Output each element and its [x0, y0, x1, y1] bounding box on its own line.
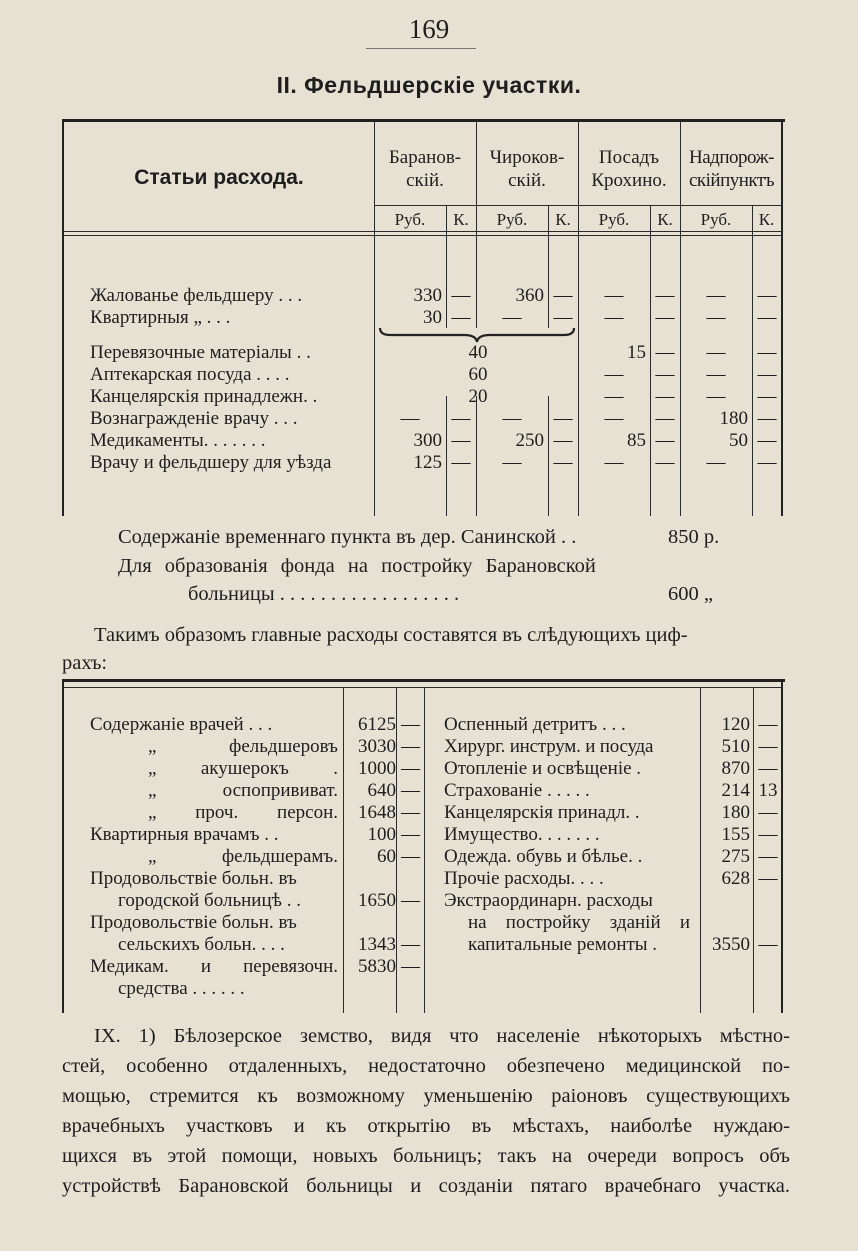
item-rub: 1648: [358, 802, 396, 823]
unit-rub: Руб.: [496, 210, 528, 229]
row-label-dressings: Перевязочные матеріалы . .: [90, 342, 311, 363]
cell-value: —: [451, 307, 471, 328]
temporary-station-line: Содержаніе временнаго пункта въ дер. Санинской . .: [118, 526, 577, 548]
cell-value: —: [451, 430, 471, 451]
item-kop: —: [401, 736, 420, 757]
item-kop: —: [401, 824, 420, 845]
cell-value: —: [706, 364, 726, 385]
cell-value: —: [604, 408, 624, 429]
item-midwives: „ акушерокъ .: [148, 758, 338, 779]
cell-value: —: [553, 285, 573, 306]
column-header-nadporozhsky: [682, 146, 781, 192]
paragraph-line: IX. 1) Бѣлозерское земство, видя что населеніе нѣкоторыхъ мѣстно-: [94, 1025, 790, 1047]
fund-line: Для образованія фонда на постройку Барановской: [118, 555, 596, 577]
item-rub: 100: [367, 824, 396, 845]
item-kop: —: [401, 780, 420, 801]
cell-value: —: [604, 386, 624, 407]
item-extraordinary-line3: капитальные ремонты .: [468, 934, 658, 955]
item-food-rural-line1: Продовольствіе больн. въ: [90, 912, 297, 933]
table2-col-sep: [424, 687, 425, 1013]
paragraph-line: мощью, стремится къ возможному уменьшенію раіоновъ существующихъ: [62, 1085, 790, 1107]
cell-value: 30: [423, 307, 442, 328]
table2-left-rule: [62, 679, 64, 1013]
cell-value: —: [757, 307, 777, 328]
cell-value: —: [655, 342, 675, 363]
item-rub: 3550: [712, 934, 750, 955]
item-rub: 1343: [358, 934, 396, 955]
column-header-line: скійпунктъ: [688, 170, 775, 191]
item-rub: 275: [721, 846, 750, 867]
cell-value: 250: [515, 430, 544, 451]
item-extraordinary-line2: на постройку зданій и: [468, 912, 690, 933]
item-housing-feldshers: „ фельдшерамъ.: [148, 846, 338, 867]
item-kop: —: [758, 802, 778, 823]
column-header-posad-krokhino: [580, 146, 678, 192]
cell-value: —: [757, 430, 777, 451]
unit-kop: К.: [758, 210, 775, 229]
item-vaccine-lymph: Оспенный детритъ . . .: [444, 714, 626, 735]
unit-kop: К.: [453, 210, 469, 229]
cell-value: —: [604, 307, 624, 328]
cell-value: —: [655, 364, 675, 385]
cell-value: —: [706, 452, 726, 473]
item-other-staff: „ проч. персон.: [148, 802, 338, 823]
item-kop: —: [401, 758, 420, 779]
item-rub: 60: [377, 846, 396, 867]
cell-value: —: [706, 342, 726, 363]
cell-value: —: [400, 408, 420, 429]
item-medicines-line2: средства . . . . . .: [118, 978, 245, 999]
item-kop: 13: [758, 780, 778, 801]
cell-value: —: [451, 408, 471, 429]
item-rub: 1000: [358, 758, 396, 779]
cell-value: 125: [413, 452, 442, 473]
item-food-rural-line2: сельскихъ больн. . . .: [118, 934, 285, 955]
item-rub: 1650: [358, 890, 396, 911]
cell-value: —: [553, 452, 573, 473]
cell-value: —: [757, 452, 777, 473]
cell-value: —: [655, 285, 675, 306]
cell-value: —: [553, 307, 573, 328]
item-kop: —: [401, 956, 420, 977]
section-title: II. Фельдшерскіе участки.: [276, 72, 582, 98]
item-feldshers: „ фельдшеровъ: [148, 736, 338, 757]
cell-value: 330: [413, 285, 442, 306]
item-housing-doctors: Квартирныя врачамъ . .: [90, 824, 279, 845]
item-rub: 3030: [358, 736, 396, 757]
cell-value: 15: [627, 342, 646, 363]
item-rub: 5830: [358, 956, 396, 977]
cell-value: —: [502, 307, 522, 328]
item-other-expenses: Прочіе расходы. . . .: [444, 868, 604, 889]
merged-value: 20: [468, 386, 488, 407]
temporary-station-amount: 850 р.: [668, 526, 720, 548]
cell-value: —: [757, 386, 777, 407]
item-insurance: Страхованіе . . . . .: [444, 780, 590, 801]
cell-value: —: [553, 408, 573, 429]
column-header-line: Надпорож-: [689, 147, 774, 168]
paragraph-line: врачебныхъ участковъ и къ открытію въ мѣстахъ, наиболѣе нуждаю-: [62, 1115, 790, 1137]
paragraph-line: щихся въ этой помощи, новыхъ больницъ; такъ на очереди вопросъ объ: [62, 1145, 790, 1167]
cell-value: —: [451, 452, 471, 473]
unit-rub: Руб.: [700, 210, 732, 229]
item-clothing: Одежда. обувь и бѣлье. .: [444, 846, 643, 867]
cell-value: —: [502, 452, 522, 473]
merged-value: 60: [468, 364, 488, 385]
cell-value: —: [502, 408, 522, 429]
unit-rub: Руб.: [598, 210, 630, 229]
paragraph-line: стей, особенно отдаленныхъ, недостаточно обезпечено медицинской по-: [62, 1055, 790, 1077]
unit-kop: К.: [657, 210, 673, 229]
column-header-baranovsky: [376, 146, 474, 192]
cell-value: —: [451, 285, 471, 306]
cell-value: 180: [719, 408, 748, 429]
cell-value: —: [655, 386, 675, 407]
item-kop: —: [401, 846, 420, 867]
item-kop: —: [401, 934, 420, 955]
column-header-line: скій.: [508, 170, 546, 191]
item-rub: 640: [367, 780, 396, 801]
item-kop: —: [758, 714, 778, 735]
merged-value: 40: [468, 342, 488, 363]
cell-value: 85: [627, 430, 646, 451]
item-office-supplies: Канцелярскія принадл. .: [444, 802, 640, 823]
page-number: 169: [408, 14, 450, 44]
item-rub: 628: [721, 868, 750, 889]
row-label-salary: Жалованье фельдшеру . . .: [90, 285, 303, 306]
item-kop: —: [758, 934, 778, 955]
cell-value: —: [553, 430, 573, 451]
item-rub: 870: [721, 758, 750, 779]
cell-value: —: [604, 285, 624, 306]
table1-header-bottom-rule: [62, 231, 783, 232]
row-label-doctor-fee: Вознагражденіе врачу . . .: [90, 408, 298, 429]
item-food-city-line2: городской больницѣ . .: [118, 890, 301, 911]
item-rub: 120: [721, 714, 750, 735]
cell-value: —: [655, 408, 675, 429]
item-kop: —: [758, 758, 778, 779]
item-kop: —: [758, 736, 778, 757]
cell-value: 300: [413, 430, 442, 451]
cell-value: —: [757, 342, 777, 363]
item-rub: 6125: [358, 714, 396, 735]
row-label-medicines: Медикаменты. . . . . . .: [90, 430, 266, 451]
fund-amount: 600 „: [668, 583, 713, 605]
fund-line-continued: больницы . . . . . . . . . . . . . . . . . .: [188, 583, 460, 605]
cell-value: —: [706, 285, 726, 306]
column-header-line: скій.: [406, 170, 444, 191]
cell-value: 360: [515, 285, 544, 306]
item-extraordinary-line1: Экстраординарн. расходы: [444, 890, 653, 911]
column-header-line: Крохино.: [591, 170, 667, 191]
item-rub: 155: [721, 824, 750, 845]
cell-value: —: [604, 364, 624, 385]
item-medicines-line1: Медикам. и перевязочн.: [90, 956, 338, 977]
item-kop: —: [401, 802, 420, 823]
item-rub: 510: [721, 736, 750, 757]
column-header-line: Посадъ: [598, 147, 660, 168]
cell-value: —: [757, 408, 777, 429]
item-kop: —: [401, 890, 420, 911]
item-kop: —: [758, 868, 778, 889]
unit-kop: К.: [555, 210, 571, 229]
item-kop: —: [401, 714, 420, 735]
item-surgical-instruments: Хирург. инструм. и посуда: [444, 736, 654, 757]
column-header-line: Чироков-: [489, 147, 565, 168]
item-heating-lighting: Отопленіе и освѣщеніе .: [444, 758, 642, 779]
column-header-chirokovsky: [478, 146, 576, 192]
summary-intro-line: Такимъ образомъ главные расходы составятся въ слѣдующихъ циф-: [94, 624, 688, 646]
row-label-stationery: Канцелярскія принадлежн. .: [90, 386, 318, 407]
cell-value: —: [655, 307, 675, 328]
unit-rub: Руб.: [394, 210, 426, 229]
cell-value: —: [706, 386, 726, 407]
table1-top-rule: [62, 119, 785, 122]
cell-value: —: [706, 307, 726, 328]
item-doctors: Содержаніе врачей . . .: [90, 714, 273, 735]
cell-value: —: [757, 285, 777, 306]
table1-header-double-rule: [62, 235, 783, 236]
table2-double-rule: [62, 687, 783, 688]
item-food-city-line1: Продовольствіе больн. въ: [90, 868, 297, 889]
summary-intro-line-2: рахъ:: [62, 652, 108, 674]
row-label-housing: Квартирныя „ . . .: [90, 307, 231, 328]
column-header-line: Баранов-: [388, 147, 462, 168]
cell-value: 50: [729, 430, 748, 451]
page-number-rule: [366, 48, 476, 49]
item-rub: 214: [721, 780, 750, 801]
row-label-district: Врачу и фельдшеру для уѣзда: [90, 452, 332, 473]
item-rub: 180: [721, 802, 750, 823]
row-label-pharmacy-ware: Аптекарская посуда . . . .: [90, 364, 290, 385]
cell-value: —: [655, 430, 675, 451]
item-kop: —: [758, 824, 778, 845]
row-header: Статьи расхода.: [134, 166, 304, 189]
item-vaccinators: „ оспопрививат.: [148, 780, 338, 801]
item-kop: —: [758, 846, 778, 867]
cell-value: —: [604, 452, 624, 473]
table2-top-rule: [62, 679, 785, 682]
cell-value: —: [655, 452, 675, 473]
cell-value: —: [757, 364, 777, 385]
item-property: Имущество. . . . . . .: [444, 824, 600, 845]
paragraph-line: устройствѣ Барановской больницы и созданіи пятаго врачебнаго участка.: [62, 1175, 790, 1197]
